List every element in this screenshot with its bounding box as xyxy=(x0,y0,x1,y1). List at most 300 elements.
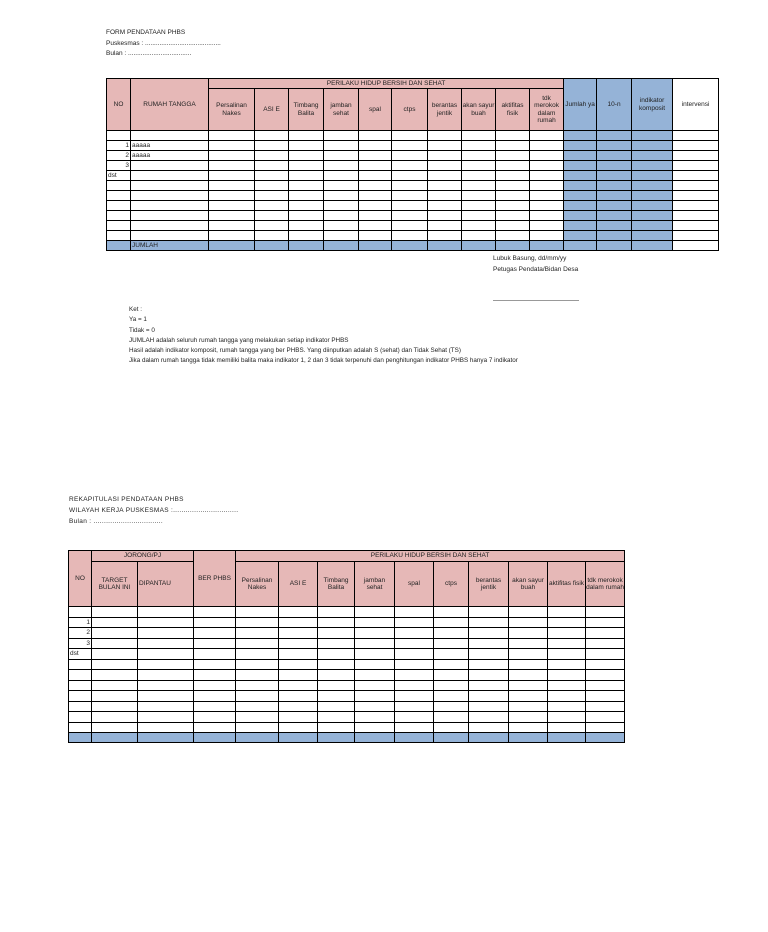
indicator-cell xyxy=(530,171,564,181)
row-number xyxy=(107,221,131,231)
intervensi-cell xyxy=(673,211,719,221)
data-cell xyxy=(318,607,355,618)
data-cell xyxy=(236,670,279,681)
data-cell xyxy=(92,691,138,702)
form1-header-jumlah-ya: Jumlah ya xyxy=(564,79,597,131)
data-cell xyxy=(586,680,625,691)
signature-officer: Petugas Pendata/Bidan Desa xyxy=(493,265,579,273)
data-cell xyxy=(395,638,434,649)
indicator-cell xyxy=(428,211,462,221)
indicator-cell xyxy=(392,211,428,221)
indicator-cell xyxy=(428,151,462,161)
indicator-cell xyxy=(428,131,462,141)
form2-bulan: Bulan : ................................. xyxy=(69,518,163,525)
indicator-cell xyxy=(392,181,428,191)
indicator-cell xyxy=(255,141,289,151)
data-cell xyxy=(434,712,469,723)
indicator-cell xyxy=(428,171,462,181)
summary-cell xyxy=(632,131,673,141)
data-cell xyxy=(318,722,355,733)
form2-ind-header: tdk merokok dalam rumah xyxy=(586,562,625,607)
indicator-cell xyxy=(255,161,289,171)
data-cell xyxy=(236,628,279,639)
data-cell xyxy=(355,659,395,670)
indicator-cell xyxy=(496,221,530,231)
form1-ind-header: Timbang Balita xyxy=(289,89,324,131)
data-cell xyxy=(194,659,236,670)
total-cell xyxy=(279,733,318,743)
indicator-cell xyxy=(359,211,392,221)
data-cell xyxy=(236,649,279,660)
row-rumah-tangga xyxy=(131,231,209,241)
data-cell xyxy=(469,722,509,733)
data-cell xyxy=(92,722,138,733)
notes-line: Hasil adalah indikator komposit, rumah tangga yang ber PHBS. Yang diinputkan adalah S (sehat) dan Tidak Sehat (TS) xyxy=(129,347,461,355)
intervensi-cell xyxy=(673,141,719,151)
data-cell xyxy=(469,712,509,723)
data-cell xyxy=(355,670,395,681)
data-cell xyxy=(509,712,548,723)
form2-header-no: NO xyxy=(69,551,92,607)
total-cell xyxy=(586,733,625,743)
indicator-cell xyxy=(462,191,496,201)
notes-line: Jika dalam rumah tangga tidak memiliki balita maka indikator 1, 2 dan 3 tidak terpenuhi dan penghitungan indikator PHBS hanya 7 indikator xyxy=(129,357,518,365)
table-row xyxy=(69,691,625,702)
data-cell xyxy=(279,712,318,723)
data-cell xyxy=(194,701,236,712)
jumlah-cell xyxy=(597,241,632,251)
data-cell xyxy=(279,691,318,702)
form1-ind-header: spal xyxy=(359,89,392,131)
form1-bulan: Bulan : ................................... xyxy=(106,50,192,57)
data-cell xyxy=(548,638,586,649)
indicator-cell xyxy=(496,181,530,191)
indicator-cell xyxy=(359,181,392,191)
row-rumah-tangga xyxy=(131,201,209,211)
indicator-cell xyxy=(359,141,392,151)
data-cell xyxy=(355,691,395,702)
indicator-cell xyxy=(289,141,324,151)
data-cell xyxy=(548,722,586,733)
data-cell xyxy=(548,680,586,691)
indicator-cell xyxy=(289,211,324,221)
row-number xyxy=(69,722,92,733)
jumlah-row xyxy=(107,241,719,251)
data-cell xyxy=(434,617,469,628)
data-cell xyxy=(509,659,548,670)
data-cell xyxy=(395,722,434,733)
indicator-cell xyxy=(462,141,496,151)
indicator-cell xyxy=(209,181,255,191)
row-rumah-tangga xyxy=(131,191,209,201)
indicator-cell xyxy=(289,131,324,141)
data-cell xyxy=(236,638,279,649)
form1-header xyxy=(106,28,221,60)
indicator-cell xyxy=(496,161,530,171)
data-cell xyxy=(586,649,625,660)
form1-title: FORM PENDATAAN PHBS xyxy=(106,29,186,36)
data-cell xyxy=(236,680,279,691)
notes-line: JUMLAH adalah seluruh rumah tangga yang melakukan setiap indikator PHBS xyxy=(129,336,349,344)
table-row xyxy=(107,141,719,151)
form2-header-ber-phbs: BER PHBS xyxy=(194,551,236,607)
indicator-cell xyxy=(428,231,462,241)
form1-ind-header: akan sayur buah xyxy=(462,89,496,131)
indicator-cell xyxy=(496,191,530,201)
data-cell xyxy=(395,649,434,660)
summary-cell xyxy=(632,161,673,171)
data-cell xyxy=(586,712,625,723)
data-cell xyxy=(194,712,236,723)
notes-line: Tidak = 0 xyxy=(129,326,155,334)
indicator-cell xyxy=(289,171,324,181)
data-cell xyxy=(194,607,236,618)
data-cell xyxy=(469,691,509,702)
summary-cell xyxy=(597,221,632,231)
jumlah-intervensi-cell xyxy=(673,241,719,251)
indicator-cell xyxy=(496,171,530,181)
indicator-cell xyxy=(392,141,428,151)
data-cell xyxy=(279,638,318,649)
data-cell xyxy=(469,617,509,628)
table-row xyxy=(107,161,719,171)
data-cell xyxy=(236,701,279,712)
summary-cell xyxy=(597,201,632,211)
data-cell xyxy=(509,722,548,733)
indicator-cell xyxy=(255,131,289,141)
indicator-cell xyxy=(324,191,359,201)
jumlah-cell xyxy=(289,241,324,251)
indicator-cell xyxy=(530,131,564,141)
data-cell xyxy=(92,638,138,649)
data-cell xyxy=(138,617,194,628)
form2-ind-header: ASI E xyxy=(279,562,318,607)
total-cell xyxy=(194,733,236,743)
indicator-cell xyxy=(209,211,255,221)
indicator-cell xyxy=(255,171,289,181)
data-cell xyxy=(279,649,318,660)
data-cell xyxy=(469,607,509,618)
row-number xyxy=(69,701,92,712)
summary-cell xyxy=(564,181,597,191)
indicator-cell xyxy=(392,191,428,201)
indicator-cell xyxy=(209,221,255,231)
data-cell xyxy=(194,691,236,702)
table-row xyxy=(69,712,625,723)
data-cell xyxy=(194,680,236,691)
intervensi-cell xyxy=(673,151,719,161)
row-rumah-tangga xyxy=(131,211,209,221)
form1-ind-header: berantas jentik xyxy=(428,89,462,131)
form1-header-rumah-tangga: RUMAH TANGGA xyxy=(131,79,209,131)
data-cell xyxy=(138,680,194,691)
data-cell xyxy=(236,617,279,628)
indicator-cell xyxy=(289,191,324,201)
indicator-cell xyxy=(530,221,564,231)
form1-ind-header: aktifitas fisik xyxy=(496,89,530,131)
total-cell xyxy=(469,733,509,743)
summary-cell xyxy=(597,161,632,171)
data-cell xyxy=(586,701,625,712)
data-cell xyxy=(279,659,318,670)
data-cell xyxy=(355,722,395,733)
row-rumah-tangga: aaaaa xyxy=(131,151,209,161)
intervensi-cell xyxy=(673,161,719,171)
indicator-cell xyxy=(255,231,289,241)
indicator-cell xyxy=(255,191,289,201)
data-cell xyxy=(469,701,509,712)
intervensi-cell xyxy=(673,221,719,231)
table-row xyxy=(107,221,719,231)
row-number xyxy=(107,131,131,141)
indicator-cell xyxy=(324,231,359,241)
indicator-cell xyxy=(392,161,428,171)
row-number: 2 xyxy=(107,151,131,161)
row-rumah-tangga xyxy=(131,131,209,141)
data-cell xyxy=(509,607,548,618)
data-cell xyxy=(318,617,355,628)
indicator-cell xyxy=(428,221,462,231)
summary-cell xyxy=(632,171,673,181)
data-cell xyxy=(434,701,469,712)
data-cell xyxy=(548,628,586,639)
row-number: 3 xyxy=(69,638,92,649)
data-cell xyxy=(236,607,279,618)
table-row xyxy=(69,659,625,670)
indicator-cell xyxy=(289,221,324,231)
data-cell xyxy=(138,607,194,618)
notes-block xyxy=(129,305,518,367)
row-number xyxy=(107,201,131,211)
indicator-cell xyxy=(530,211,564,221)
table-row xyxy=(107,211,719,221)
summary-cell xyxy=(632,141,673,151)
indicator-cell xyxy=(392,151,428,161)
indicator-cell xyxy=(359,171,392,181)
data-cell xyxy=(138,659,194,670)
data-cell xyxy=(318,649,355,660)
indicator-cell xyxy=(392,221,428,231)
indicator-cell xyxy=(359,131,392,141)
row-number: 2 xyxy=(69,628,92,639)
row-number xyxy=(107,181,131,191)
table-row xyxy=(69,649,625,660)
data-cell xyxy=(194,638,236,649)
table-row xyxy=(69,680,625,691)
indicator-cell xyxy=(359,201,392,211)
data-cell xyxy=(586,617,625,628)
table-row xyxy=(107,171,719,181)
data-cell xyxy=(194,649,236,660)
form1-header-intervensi: intervensi xyxy=(673,79,719,131)
indicator-cell xyxy=(324,131,359,141)
intervensi-cell xyxy=(673,181,719,191)
indicator-cell xyxy=(392,231,428,241)
indicator-cell xyxy=(462,201,496,211)
indicator-cell xyxy=(289,181,324,191)
indicator-cell xyxy=(462,151,496,161)
jumlah-label: JUMLAH xyxy=(131,241,209,251)
data-cell xyxy=(434,638,469,649)
indicator-cell xyxy=(428,181,462,191)
row-number xyxy=(69,670,92,681)
indicator-cell xyxy=(255,221,289,231)
data-cell xyxy=(138,649,194,660)
data-cell xyxy=(194,722,236,733)
summary-cell xyxy=(632,151,673,161)
indicator-cell xyxy=(255,211,289,221)
data-cell xyxy=(509,617,548,628)
summary-cell xyxy=(597,231,632,241)
row-number: 3 xyxy=(107,161,131,171)
indicator-cell xyxy=(530,141,564,151)
form2-title: REKAPITULASI PENDATAAN PHBS xyxy=(69,496,184,503)
total-row xyxy=(69,733,625,743)
data-cell xyxy=(279,607,318,618)
data-cell xyxy=(469,659,509,670)
table-row xyxy=(107,201,719,211)
summary-cell xyxy=(597,151,632,161)
indicator-cell xyxy=(255,181,289,191)
table-row xyxy=(69,722,625,733)
summary-cell xyxy=(564,141,597,151)
indicator-cell xyxy=(324,161,359,171)
summary-cell xyxy=(564,201,597,211)
indicator-cell xyxy=(209,191,255,201)
summary-cell xyxy=(597,191,632,201)
data-cell xyxy=(92,607,138,618)
indicator-cell xyxy=(428,141,462,151)
data-cell xyxy=(434,670,469,681)
intervensi-cell xyxy=(673,191,719,201)
form1-header-no: NO xyxy=(107,79,131,131)
total-cell xyxy=(318,733,355,743)
row-number xyxy=(69,680,92,691)
summary-cell xyxy=(632,231,673,241)
indicator-cell xyxy=(530,151,564,161)
data-cell xyxy=(434,628,469,639)
row-number xyxy=(69,659,92,670)
row-number xyxy=(69,691,92,702)
indicator-cell xyxy=(255,151,289,161)
total-cell xyxy=(138,733,194,743)
total-cell xyxy=(236,733,279,743)
indicator-cell xyxy=(462,211,496,221)
data-cell xyxy=(138,701,194,712)
data-cell xyxy=(509,649,548,660)
data-cell xyxy=(279,670,318,681)
jumlah-cell xyxy=(209,241,255,251)
data-cell xyxy=(279,722,318,733)
data-cell xyxy=(92,680,138,691)
form2-ind-header: Timbang Balita xyxy=(318,562,355,607)
indicator-cell xyxy=(392,131,428,141)
total-cell xyxy=(509,733,548,743)
indicator-cell xyxy=(496,201,530,211)
row-number xyxy=(107,231,131,241)
summary-cell xyxy=(632,201,673,211)
table-row xyxy=(107,191,719,201)
table-row xyxy=(69,607,625,618)
jumlah-cell xyxy=(324,241,359,251)
data-cell xyxy=(395,617,434,628)
data-cell xyxy=(355,617,395,628)
notes-heading: Ket : xyxy=(129,306,142,313)
data-cell xyxy=(509,638,548,649)
table-row xyxy=(107,151,719,161)
total-cell xyxy=(69,733,92,743)
indicator-cell xyxy=(359,161,392,171)
total-cell xyxy=(434,733,469,743)
indicator-cell xyxy=(462,231,496,241)
jumlah-cell xyxy=(392,241,428,251)
data-cell xyxy=(355,628,395,639)
data-cell xyxy=(318,680,355,691)
indicator-cell xyxy=(209,201,255,211)
data-cell xyxy=(194,617,236,628)
data-cell xyxy=(194,628,236,639)
indicator-cell xyxy=(530,181,564,191)
indicator-cell xyxy=(289,231,324,241)
table-row xyxy=(69,628,625,639)
indicator-cell xyxy=(255,201,289,211)
data-cell xyxy=(395,712,434,723)
summary-cell xyxy=(564,231,597,241)
form1-puskesmas: Puskesmas : .......................................... xyxy=(106,39,221,47)
form1-ind-header: ASI E xyxy=(255,89,289,131)
data-cell xyxy=(469,649,509,660)
row-number xyxy=(69,712,92,723)
data-cell xyxy=(469,680,509,691)
indicator-cell xyxy=(496,151,530,161)
data-cell xyxy=(395,680,434,691)
data-cell xyxy=(469,638,509,649)
indicator-cell xyxy=(428,191,462,201)
indicator-cell xyxy=(209,231,255,241)
indicator-cell xyxy=(392,201,428,211)
indicator-cell xyxy=(324,151,359,161)
indicator-cell xyxy=(462,131,496,141)
data-cell xyxy=(434,722,469,733)
data-cell xyxy=(548,670,586,681)
data-cell xyxy=(92,701,138,712)
data-cell xyxy=(469,628,509,639)
data-cell xyxy=(355,638,395,649)
signature-place-date: Lubuk Basung, dd/mm/yy xyxy=(493,255,567,262)
data-cell xyxy=(355,649,395,660)
indicator-cell xyxy=(209,151,255,161)
data-cell xyxy=(586,628,625,639)
indicator-cell xyxy=(289,161,324,171)
indicator-cell xyxy=(359,191,392,201)
jumlah-cell xyxy=(428,241,462,251)
summary-cell xyxy=(564,161,597,171)
summary-cell xyxy=(564,171,597,181)
summary-cell xyxy=(597,131,632,141)
jumlah-cell xyxy=(496,241,530,251)
form2-header-jorong: JORONG/PJ xyxy=(92,551,194,562)
form2-ind-header: aktifitas fisik xyxy=(548,562,586,607)
form2-ind-header: spal xyxy=(395,562,434,607)
data-cell xyxy=(355,701,395,712)
form2-header xyxy=(69,494,238,527)
jumlah-no-cell xyxy=(107,241,131,251)
indicator-cell xyxy=(462,221,496,231)
data-cell xyxy=(92,659,138,670)
form1-ind-header: ctps xyxy=(392,89,428,131)
indicator-cell xyxy=(530,231,564,241)
indicator-cell xyxy=(324,211,359,221)
